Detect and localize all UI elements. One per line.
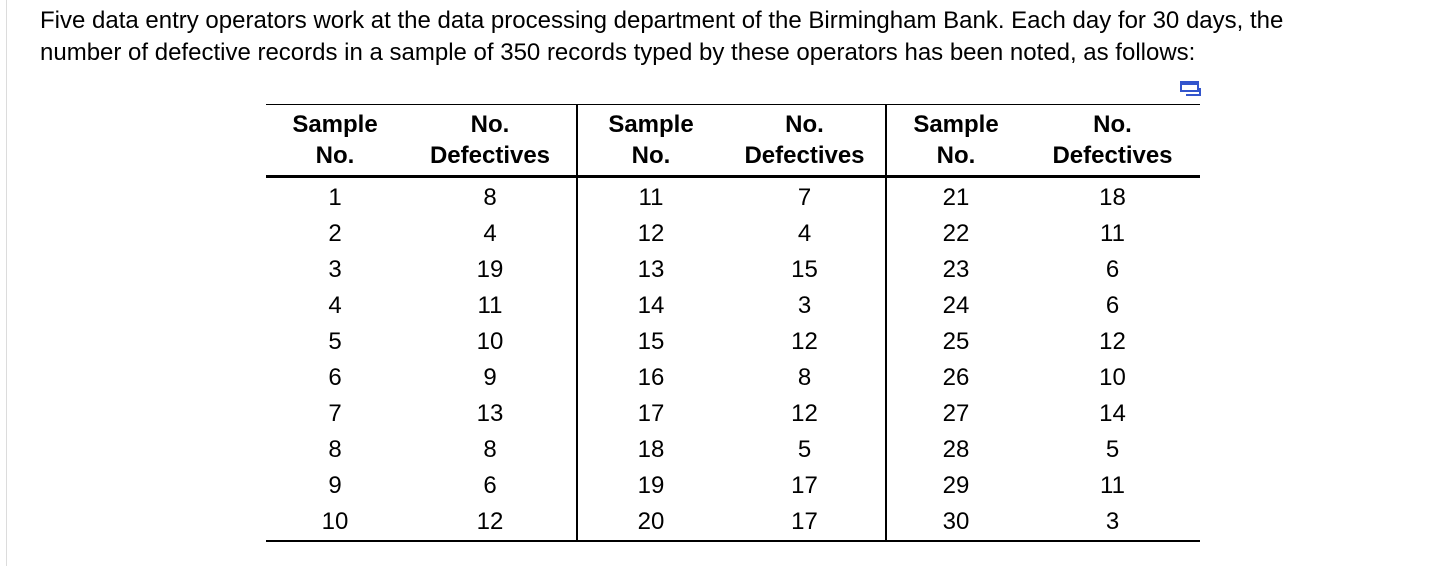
sample-no-cell: 20	[637, 508, 665, 535]
sample-no-cell: 23	[942, 256, 970, 283]
defectives-cell: 18	[1099, 184, 1126, 211]
defectives-table	[266, 104, 1200, 542]
defectives-cell: 8	[724, 360, 886, 396]
defectives-cell: 3	[1105, 508, 1120, 535]
sample-no-cell: 6	[328, 364, 342, 391]
defectives-cell: 7	[724, 177, 886, 217]
sample-no-cell: 18	[637, 436, 665, 463]
defectives-cell: 4	[724, 216, 886, 252]
defectives-cell: 15	[724, 252, 886, 288]
sample-no-cell: 19	[637, 472, 665, 499]
defectives-cell: 5	[724, 432, 886, 468]
table-row	[266, 288, 1200, 324]
header-sample-no-2: Sample No.	[608, 111, 694, 169]
table-row	[266, 432, 1200, 468]
defectives-cell: 12	[404, 504, 577, 541]
sample-no-cell: 26	[942, 364, 970, 391]
defectives-cell: 11	[404, 288, 577, 324]
sample-no-cell: 13	[637, 256, 665, 283]
defectives-cell: 11	[1100, 220, 1125, 247]
defectives-cell: 5	[1105, 436, 1120, 463]
defectives-cell: 12	[724, 396, 886, 432]
table-row	[266, 360, 1200, 396]
defectives-cell: 3	[724, 288, 886, 324]
sample-no-cell: 2	[328, 220, 342, 247]
defectives-cell: 13	[404, 396, 577, 432]
sample-no-cell: 3	[328, 256, 342, 283]
sample-no-cell: 4	[328, 292, 342, 319]
sample-no-cell: 1	[328, 184, 342, 211]
defectives-cell: 9	[404, 360, 577, 396]
header-no-defectives-2: No. Defectives	[724, 105, 886, 177]
defectives-cell: 12	[1099, 328, 1126, 355]
problem-statement: Five data entry operators work at the data processing department of the Birmingham Bank. Each day for 30 days, the number of defective records in a sample of 350 records typed by these operators has been noted, as follows:	[40, 7, 1284, 66]
table-header-row	[266, 105, 1200, 177]
table-row	[266, 252, 1200, 288]
defectives-cell: 6	[1105, 292, 1120, 319]
table-row	[266, 396, 1200, 432]
defectives-cell: 11	[1100, 472, 1125, 499]
sample-no-cell: 22	[942, 220, 970, 247]
sample-no-cell: 14	[637, 292, 665, 319]
sample-no-cell: 11	[638, 184, 664, 211]
sample-no-cell: 21	[942, 184, 970, 211]
header-no-defectives-1: No. Defectives	[404, 105, 577, 177]
defectives-cell: 6	[404, 468, 577, 504]
sample-no-cell: 29	[942, 472, 970, 499]
sample-no-cell: 9	[328, 472, 342, 499]
table-row	[266, 216, 1200, 252]
sample-no-cell: 25	[942, 328, 970, 355]
sample-no-cell: 10	[321, 508, 349, 535]
defectives-cell: 17	[724, 504, 886, 541]
sample-no-cell: 24	[942, 292, 970, 319]
left-border	[6, 0, 7, 566]
sample-no-cell: 12	[637, 220, 665, 247]
sample-no-cell: 5	[328, 328, 342, 355]
header-sample-no-3: Sample No.	[913, 111, 999, 169]
defectives-cell: 8	[404, 177, 577, 217]
table-row	[266, 468, 1200, 504]
table-row	[266, 177, 1200, 217]
defectives-cell: 10	[1099, 364, 1126, 391]
defectives-cell: 19	[404, 252, 577, 288]
defectives-cell: 8	[404, 432, 577, 468]
table-row	[266, 504, 1200, 541]
header-sample-no-1: Sample No.	[292, 111, 378, 169]
sample-no-cell: 30	[942, 508, 970, 535]
sample-no-cell: 16	[637, 364, 665, 391]
defectives-cell: 4	[404, 216, 577, 252]
defectives-cell: 17	[724, 468, 886, 504]
expand-table-icon[interactable]	[1180, 80, 1204, 98]
sample-no-cell: 17	[637, 400, 665, 427]
defectives-cell: 10	[404, 324, 577, 360]
sample-no-cell: 15	[637, 328, 665, 355]
defectives-cell: 6	[1105, 256, 1120, 283]
sample-no-cell: 8	[328, 436, 342, 463]
sample-no-cell: 28	[942, 436, 970, 463]
sample-no-cell: 27	[942, 400, 970, 427]
sample-no-cell: 7	[328, 400, 342, 427]
header-no-defectives-3: No. Defectives	[1052, 111, 1173, 169]
defectives-cell: 12	[724, 324, 886, 360]
defectives-cell: 14	[1099, 400, 1126, 427]
table-row	[266, 324, 1200, 360]
